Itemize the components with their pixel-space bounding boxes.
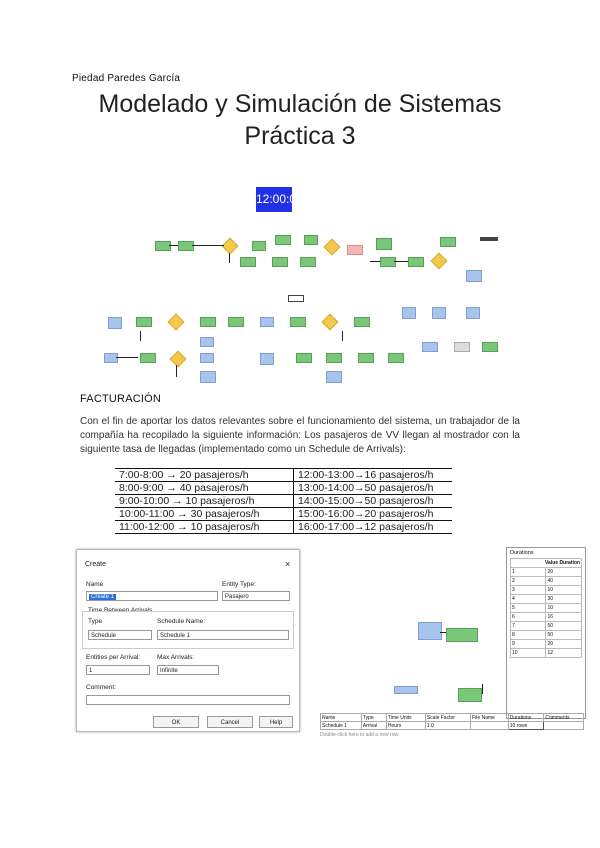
ok-button[interactable]: OK bbox=[153, 716, 199, 728]
station-module bbox=[260, 317, 274, 327]
assign-module bbox=[252, 241, 266, 251]
station-module bbox=[466, 307, 480, 319]
connector bbox=[169, 245, 178, 246]
section-paragraph: Con el fin de aportar los datos relevantes sobre el funcionamiento del sistema, un trabajador de la compañía ha recopilado la siguiente información: Los pasajeros de VV llegan al mostrador con la siguiente tasa de llegadas (implementado como un Schedule de Arrivals): bbox=[80, 416, 520, 455]
model-diagram bbox=[100, 185, 500, 385]
group-label: Time Between Arrivals bbox=[88, 607, 153, 614]
decide-module bbox=[431, 253, 448, 270]
station-module bbox=[108, 317, 122, 329]
table-row[interactable]: 5 10 bbox=[511, 604, 582, 613]
process-module bbox=[482, 342, 498, 352]
process-module bbox=[458, 688, 482, 702]
station-module bbox=[394, 686, 418, 694]
schedule-label: Schedule Name: bbox=[157, 618, 206, 625]
grid-hint: Double-click here to add a new row. bbox=[320, 732, 400, 738]
status-bar bbox=[480, 237, 498, 241]
process-module bbox=[275, 235, 291, 245]
decide-module bbox=[322, 314, 339, 331]
connector bbox=[370, 261, 380, 262]
durations-title: Durations bbox=[510, 550, 534, 556]
table-row: 9:00-10:00 → 10 pasajeros/h 14:00-15:00→50 pasajeros/h bbox=[115, 495, 452, 508]
create-module bbox=[155, 241, 171, 251]
station-module bbox=[432, 307, 446, 319]
table-row[interactable]: 1 20 bbox=[511, 568, 582, 577]
process-module bbox=[376, 238, 392, 250]
process-module bbox=[136, 317, 152, 327]
process-module bbox=[326, 353, 342, 363]
entity-type-select[interactable]: Pasajero bbox=[222, 591, 290, 601]
model-view bbox=[322, 560, 506, 710]
table-row: 11:00-12:00 → 10 pasajeros/h 16:00-17:00→12 pasajeros/h bbox=[115, 521, 452, 534]
process-module bbox=[140, 353, 156, 363]
entities-field[interactable]: 1 bbox=[86, 665, 150, 675]
comment-label: Comment: bbox=[86, 684, 116, 691]
durations-table bbox=[510, 558, 582, 658]
connector bbox=[440, 632, 446, 633]
schedule-grid bbox=[320, 713, 584, 738]
process-module bbox=[388, 353, 404, 363]
connector bbox=[482, 684, 483, 694]
name-field[interactable]: Create 1 bbox=[86, 591, 218, 601]
max-arrivals-label: Max Arrivals: bbox=[157, 654, 195, 661]
connector bbox=[394, 261, 408, 262]
dispose-module bbox=[347, 245, 363, 255]
station-module bbox=[104, 353, 118, 363]
process-module bbox=[454, 342, 470, 352]
comment-field[interactable] bbox=[86, 695, 290, 705]
station-module bbox=[326, 371, 342, 383]
process-module bbox=[290, 317, 306, 327]
connector bbox=[176, 365, 177, 377]
station-module bbox=[422, 342, 438, 352]
station-module bbox=[402, 307, 416, 319]
durations-button[interactable]: 10 rows bbox=[508, 722, 544, 730]
decide-module bbox=[324, 239, 341, 256]
process-module bbox=[300, 257, 316, 267]
table-row: 8:00-9:00 → 40 pasajeros/h 13:00-14:00→50 pasajeros/h bbox=[115, 482, 452, 495]
author-name: Piedad Paredes García bbox=[72, 73, 181, 84]
type-select[interactable]: Schedule bbox=[88, 630, 152, 640]
decide-module bbox=[222, 238, 239, 255]
process-module bbox=[178, 241, 194, 251]
table-row[interactable]: 9 20 bbox=[511, 640, 582, 649]
connector bbox=[342, 331, 343, 341]
station-module bbox=[260, 353, 274, 365]
record-module bbox=[466, 270, 482, 282]
process-module bbox=[440, 237, 456, 247]
process-module bbox=[446, 628, 478, 642]
table-header: Value Duration bbox=[511, 559, 582, 568]
connector bbox=[229, 253, 230, 263]
name-label: Name bbox=[86, 581, 104, 588]
table-row: 10:00-11:00 → 30 pasajeros/h 15:00-16:00→20 pasajeros/h bbox=[115, 508, 452, 521]
dialog-title: Create bbox=[85, 561, 107, 568]
durations-panel bbox=[506, 547, 586, 719]
station-module bbox=[200, 337, 214, 347]
help-button[interactable]: Help bbox=[259, 716, 293, 728]
arrival-rates-table bbox=[115, 468, 452, 534]
process-module bbox=[380, 257, 396, 267]
process-module bbox=[358, 353, 374, 363]
process-module bbox=[296, 353, 312, 363]
document-title: Modelado y Simulación de Sistemas bbox=[98, 90, 502, 118]
table-row[interactable]: Schedule 1 Arrival Hours 1.0 10 rows bbox=[321, 722, 584, 730]
document-subtitle: Práctica 3 bbox=[244, 122, 356, 150]
section-heading: FACTURACIÓN bbox=[80, 393, 162, 405]
table-header: Name Type Time Units Scale Factor File Name Durations Comments bbox=[321, 714, 584, 722]
process-module bbox=[354, 317, 370, 327]
table-row[interactable]: 4 30 bbox=[511, 595, 582, 604]
table-row[interactable]: 6 16 bbox=[511, 613, 582, 622]
decide-module bbox=[168, 314, 185, 331]
process-module bbox=[200, 317, 216, 327]
connector bbox=[116, 357, 138, 358]
assign-module bbox=[240, 257, 256, 267]
process-module bbox=[272, 257, 288, 267]
create-dialog bbox=[76, 549, 300, 732]
type-label: Type bbox=[88, 618, 103, 625]
station-module bbox=[200, 353, 214, 363]
table-row[interactable]: 3 10 bbox=[511, 586, 582, 595]
close-icon[interactable]: × bbox=[285, 559, 291, 569]
clock-display: 12:00:00 bbox=[256, 187, 292, 212]
decide-module bbox=[170, 351, 187, 368]
table-row[interactable]: 10 12 bbox=[511, 649, 582, 658]
connector bbox=[192, 245, 224, 246]
table-row[interactable]: 7 50 bbox=[511, 622, 582, 631]
table-row: 7:00-8:00 → 20 pasajeros/h 12:00-13:00→16 pasajeros/h bbox=[115, 469, 452, 482]
schedule-select[interactable]: Schedule 1 bbox=[157, 630, 289, 640]
cancel-button[interactable]: Cancel bbox=[207, 716, 253, 728]
station-module bbox=[200, 371, 216, 383]
process-module bbox=[228, 317, 244, 327]
process-module bbox=[408, 257, 424, 267]
connector bbox=[140, 331, 141, 341]
table-row[interactable]: 8 50 bbox=[511, 631, 582, 640]
station-label bbox=[288, 295, 304, 302]
table-row[interactable]: 2 40 bbox=[511, 577, 582, 586]
entities-label: Entities per Arrival: bbox=[86, 654, 141, 661]
entity-type-label: Entity Type: bbox=[222, 581, 256, 588]
process-module bbox=[304, 235, 318, 245]
max-arrivals-field[interactable]: Infinite bbox=[157, 665, 219, 675]
create-module bbox=[418, 622, 442, 640]
